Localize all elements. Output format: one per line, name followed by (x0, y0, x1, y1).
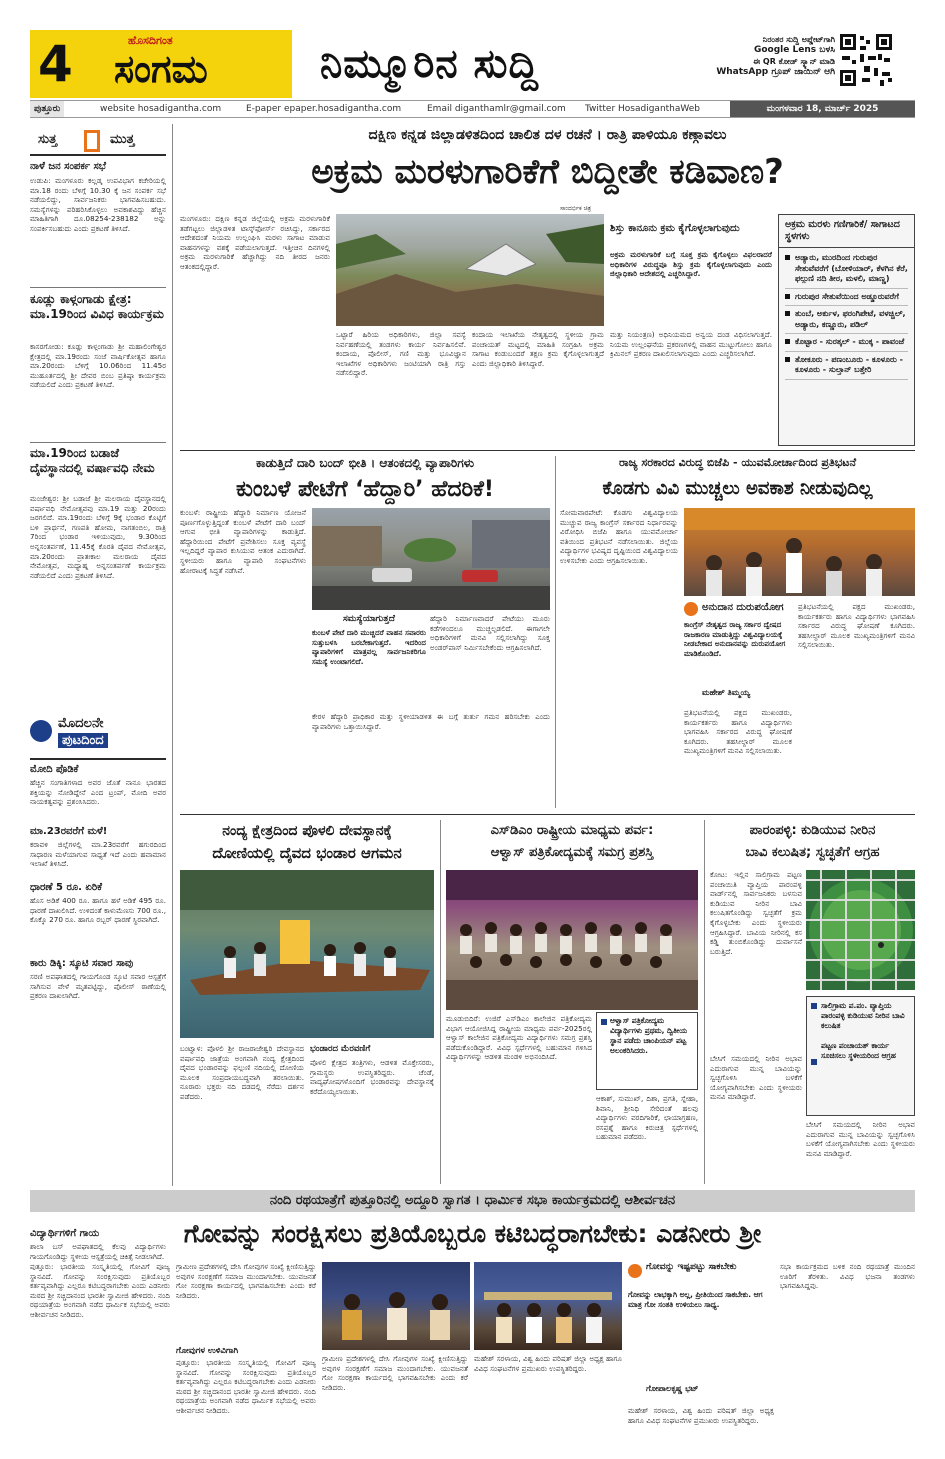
sand-locations-box (778, 214, 915, 446)
divider (180, 814, 915, 815)
kumble-box-body: ಕುಂಬಳೆ ಪೇಟೆ ದಾರಿ ಮುಚ್ಚಿದರೆ ವಾಹನ ಸವಾರರು ಸುತ್ತುಬಳಸಿ ಬರಬೇಕಾಗುತ್ತದೆ. ಇದರಿಂದ ವ್ಯಾಪಾರಿಗಳಿಗೆ ಮಾತ್ರವಲ್ಲ ಸಾರ್ವಜನಿಕರಿಗೂ ಸಮಸ್ಯೆ ಉಂಟಾಗಲಿದೆ. (312, 628, 426, 666)
box-list (779, 248, 914, 382)
edition-city: ಪುತ್ತೂರು (30, 101, 64, 117)
protest-photo (684, 508, 915, 596)
kodagu-headline: ಕೊಡಗು ವಿವಿ ಮುಚ್ಚಲು ಅವಕಾಶ ನೀಡುವುದಿಲ್ಲ (602, 478, 873, 499)
location-item (785, 250, 908, 289)
modalane-putadinda-logo: ಮೊದಲನೇ ಪುಟದಿಂದ (30, 716, 166, 754)
kumble-kicker: ಕಾಡುತ್ತಿದೆ ದಾರಿ ಬಂದ್ ಭೀತಿ । ಆತಂಕದಲ್ಲಿ ವ್ಯಾಪಾರಿಗಳು (255, 456, 475, 470)
location-text: ಅಡ್ಯಾರು, ಮುರದಿಂದ ಗುರುಪುರ ಸೇತುವೆವರೆಗೆ (ಬೋಳಿಯಾರ್, ಕೆಳಗಿನ ಕೆರೆ, ಫಲ್ಗುಣಿ ನದಿ ತೀರ, ಮಳಲಿ, ಮಾಣ್ಣ) (795, 253, 908, 283)
sdm-highlight-box: ಆಳ್ವಾಸ್ ಪತ್ರಿಕೋದ್ಯಮ ವಿದ್ಯಾರ್ಥಿಗಳು ಪ್ರಥಮ, ದ್ವಿತೀಯ ಸ್ಥಾನ ಪಡೆದು ಚಾಂಪಿಯನ್ ಪಟ್ಟ ಅಲಂಕರಿಸಿದರು. (596, 1012, 698, 1090)
page-title: ನಿಮ್ಮೂರಿನ ಸುದ್ದಿ (320, 41, 539, 87)
kumble-body: ಹೆದ್ದಾರಿ ನಿರ್ಮಾಣವಾದರೆ ಪೇಟೆಯು ಮೂರು ಕಡೆಗಳಿಂದಲೂ ಮುಚ್ಚಲ್ಪಡಲಿದೆ. ಈಗಾಗಲೇ ಅಧಿಕಾರಿಗಳಿಗೆ ಮನವಿ ಸಲ್ಲಿಸಲಾಗಿದ್ದು ಸೂಕ್ತ ಅಂಡರ್‌ಪಾಸ್ ನಿರ್ಮಿಸಬೇಕೆಂದು ಆಗ್ರಹಿಸಲಾಗಿದೆ. (430, 614, 550, 652)
bullet-icon (785, 255, 790, 260)
lead-side-headline: ಶಿಸ್ತು ಕಾನೂನು ಕ್ರಮ ಕೈಗೊಳ್ಳಲಾಗುವುದು (610, 223, 740, 234)
website-link[interactable]: website hosadigantha.com (100, 104, 222, 114)
qr-code-icon[interactable] (838, 32, 894, 88)
brief-body: ಕರಾವಳಿ ಜಿಲ್ಲೆಗಳಲ್ಲಿ ಮಾ.23ರವರೆಗೆ ಹಗುರದಿಂದ ಸಾಧಾರಣ ಮಳೆಯಾಗುವ ಸಾಧ್ಯತೆ ಇದೆ ಎಂದು ಹವಾಮಾನ ಇಲಾಖೆ ತಿಳಿಸಿದೆ. (30, 840, 166, 869)
left-column (30, 124, 166, 1261)
twitter-link[interactable]: Twitter HosadiganthaWeb (585, 104, 701, 114)
well-box: ಸಾಲಿಗ್ರಾಮ ಪ.ಪಂ. ವ್ಯಾಪ್ತಿಯ ಪಾರಂಪಳ್ಳಿ ಕುಡಿಯುವ ನೀರಿನ ಬಾವಿ ಕಲುಷಿತ ಪಟ್ಟಣ ಪಂಚಾಯತ್ ಕಾರ್ಯ ಸೂಚಿಸಲು ಸ್ಥಳೀಯರಿಂದ ಆಗ್ರಹ (806, 996, 915, 1116)
bullet-icon (785, 311, 790, 316)
well-headline: ಪಾರಂಪಳ್ಳಿ: ಕುಡಿಯುವ ನೀರಿನ ಬಾವಿ ಕಲುಷಿತ; ಸ್ವಚ್ಛತೆಗೆ ಆಗ್ರಹ (745, 823, 880, 860)
brand-logo-small: ಹೊಸದಿಗಂತ (128, 34, 173, 47)
divider (30, 442, 166, 443)
bullet-icon (785, 357, 790, 362)
kumble-body: ಕೇರಳ ಹೆದ್ದಾರಿ ಪ್ರಾಧಿಕಾರ ಮತ್ತು ಸ್ಥಳೀಯಾಡಳಿತ ಈ ಬಗ್ಗೆ ತುರ್ತು ಗಮನ ಹರಿಸಬೇಕು ಎಂದು ವ್ಯಾಪಾರಿಗಳು ಒತ್ತಾಯಿಸಿದ್ದಾರೆ. (312, 712, 550, 731)
award-group-photo (446, 870, 698, 1010)
divider (30, 154, 166, 156)
goraksha-body: ಸಭಾ ಕಾರ್ಯಕ್ರಮದ ಬಳಿಕ ನಂದಿ ರಥಯಾತ್ರೆ ಮುಂದಿನ ಊರಿಗೆ ತೆರಳಿತು. ವಿವಿಧ ಭಜನಾ ತಂಡಗಳು ಭಾಗವಹಿಸಿದ್ದವು. (780, 1262, 915, 1291)
brief-headline: ಕಾರು ಡಿಕ್ಕಿ: ಸ್ಕೂಟಿ ಸವಾರ ಸಾವು (30, 958, 134, 969)
sdm-body: ಆಕಾಶ್, ಸುಮುಖ್, ದಿಶಾ, ಪ್ರಗತಿ, ಸ್ನೇಹಾ, ಶಿವಾನಿ, ಶ್ರೀನಿಧಿ ಸೇರಿದಂತೆ ಹಲವು ವಿದ್ಯಾರ್ಥಿಗಳು ವರದಿಗಾರಿಕೆ, ಛಾಯಾಗ್ರಹಣ, ರಸಪ್ರಶ್ನೆ ಹಾಗೂ ಕಿರುಚಿತ್ರ ಸ್ಪರ್ಧೆಗಳಲ್ಲಿ ಬಹುಮಾನ ಪಡೆದರು. (596, 1094, 698, 1142)
divider (30, 287, 166, 288)
sand-mining-photo (336, 214, 604, 326)
well-body: ಬೇಸಿಗೆ ಸಮಯದಲ್ಲಿ ನೀರಿನ ಅಭಾವ ಎದುರಾಗುವ ಮುನ್ನ ಬಾವಿಯನ್ನು ಸ್ವಚ್ಛಗೊಳಿಸಿ ಬಳಕೆಗೆ ಯೋಗ್ಯವಾಗಿಸಬೇಕು ಎಂದು ಸ್ಥಳೀಯರು ಮನವಿ ಮಾಡಿದ್ದಾರೆ. (710, 1054, 802, 1102)
well-body: ಕೋಟ: ಇಲ್ಲಿನ ಸಾಲಿಗ್ರಾಮ ಪಟ್ಟಣ ಪಂಚಾಯಿತಿ ವ್ಯಾಪ್ತಿಯ ಪಾರಂಪಳ್ಳಿ ವಾರ್ಡ್‌ನಲ್ಲಿ ಸಾರ್ವಜನಿಕರು ಬಳಸುವ ಕುಡಿಯುವ ನೀರಿನ ಬಾವಿ ಕಲುಷಿತಗೊಂಡಿದ್ದು ಸ್ವಚ್ಛತೆಗೆ ಕ್ರಮ ಕೈಗೊಳ್ಳಬೇಕು ಎಂದು ಸ್ಥಳೀಯರು ಆಗ್ರಹಿಸಿದ್ದಾರೆ. ಬಾವಿಯ ನೀರಿನಲ್ಲಿ ಕಸ ಕಡ್ಡಿ ತುಂಬಿಕೊಂಡಿದ್ದು ದುರ್ವಾಸನೆ ಬರುತ್ತಿದೆ. (710, 870, 802, 956)
river-boat-photo (180, 870, 434, 1038)
brief-body: ಶಾಲಾ ಬಸ್ ಅಪಘಾತದಲ್ಲಿ ಕೆಲವು ವಿದ್ಯಾರ್ಥಿಗಳು ಗಾಯಗೊಂಡಿದ್ದು ಸ್ಥಳೀಯ ಆಸ್ಪತ್ರೆಯಲ್ಲಿ ಚಿಕಿತ್ಸೆ ನೀಡಲಾಗಿದೆ. (30, 1242, 166, 1261)
page-number: 4 (38, 35, 73, 93)
frame-icon (84, 130, 100, 152)
well-body: ಬೇಸಿಗೆ ಸಮಯದಲ್ಲಿ ನೀರಿನ ಅಭಾವ ಎದುರಾಗುವ ಮುನ್ನ ಬಾವಿಯನ್ನು ಸ್ವಚ್ಛಗೊಳಿಸಿ ಬಳಕೆಗೆ ಯೋಗ್ಯವಾಗಿಸಬೇಕು ಎಂದು ಸ್ಥಳೀಯರು ಮನವಿ ಮಾಡಿದ್ದಾರೆ. (806, 1120, 915, 1158)
location-text: ಕೊಟ್ಟಾರ - ಸುರತ್ಕಲ್ - ಮುಕ್ಕ - ಪಾವಂಜೆ (795, 337, 905, 346)
kodagu-body: ಪ್ರತಿಭಟನೆಯಲ್ಲಿ ಪಕ್ಷದ ಮುಖಂಡರು, ಕಾರ್ಯಕರ್ತರು ಹಾಗೂ ವಿದ್ಯಾರ್ಥಿಗಳು ಭಾಗವಹಿಸಿ ಸರ್ಕಾರದ ವಿರುದ್ಧ ಘೋಷಣೆ ಕೂಗಿದರು. ತಹಸೀಲ್ದಾರ್ ಮೂಲಕ ಮುಖ್ಯಮಂತ್ರಿಗಳಿಗೆ ಮನವಿ ಸಲ್ಲಿಸಲಾಯಿತು. (798, 602, 915, 650)
lead-side-body: ಅಕ್ರಮ ಮರಳುಗಾರಿಕೆ ಬಗ್ಗೆ ಸೂಕ್ತ ಕ್ರಮ ಕೈಗೊಳ್ಳಲು ವಿಫಲರಾದರೆ ಅಧಿಕಾರಿಗಳ ವಿರುದ್ಧವೂ ಶಿಸ್ತು ಕ್ರಮ ಕೈಗೊಳ್ಳಲಾಗುವುದು ಎಂದು ಜಿಲ್ಲಾಧಿಕಾರಿ ಆದೇಶದಲ್ಲಿ ಎಚ್ಚರಿಸಿದ್ದಾರೆ. (610, 250, 772, 279)
pencil-icon (30, 720, 52, 742)
lead-headline: ಅಕ್ರಮ ಮರಳುಗಾರಿಕೆಗೆ ಬಿದ್ದೀತೇ ಕಡಿವಾಣ? (311, 152, 784, 192)
boat-body: ಬಂಟ್ವಾಳ: ಪೊಳಲಿ ಶ್ರೀ ರಾಜರಾಜೇಶ್ವರಿ ದೇವಸ್ಥಾನದ ವರ್ಷಾವಧಿ ಜಾತ್ರೆಯ ಅಂಗವಾಗಿ ನಂದ್ಯ ಕ್ಷೇತ್ರದಿಂದ ದೈವದ ಭಂಡಾರವನ್ನು ಫಲ್ಗುಣಿ ನದಿಯಲ್ಲಿ ದೋಣಿಯ ಮೂಲಕ ಸಂಪ್ರದಾಯಬದ್ಧವಾಗಿ ತರಲಾಯಿತು. ನೂರಾರು ಭಕ್ತರು ನದಿ ದಡದಲ್ಲಿ ನೆರೆದು ದರ್ಶನ ಪಡೆದರು. (180, 1044, 304, 1101)
goraksha-quote-box: ಗೋವನ್ನು ಇಷ್ಟಪಟ್ಟು ಸಾಕಬೇಕು ಗೋವನ್ನು ಲಾಭಕ್ಕಾಗಿ ಅಲ್ಲ, ಪ್ರೀತಿಯಿಂದ ಸಾಕಬೇಕು. ಆಗ ಮಾತ್ರ ಗೋ ಸಂತತಿ ಉಳಿಯಲು ಸಾಧ್ಯ. ಗೋಪಾಲಕೃಷ್ಣ ಭಟ್ (628, 1262, 763, 1393)
goraksha-body: ಗ್ರಾಮೀಣ ಪ್ರದೇಶಗಳಲ್ಲಿ ದೇಸಿ ಗೋವುಗಳ ಸಂಖ್ಯೆ ಕ್ಷೀಣಿಸುತ್ತಿದ್ದು ಅವುಗಳ ಸಂರಕ್ಷಣೆಗೆ ಸಮಾಜ ಮುಂದಾಗಬೇಕು. ಯುವಜನತೆ ಗೋ ಸಂರಕ್ಷಣಾ ಕಾರ್ಯದಲ್ಲಿ ಭಾಗವಹಿಸಬೇಕು ಎಂದು ಕರೆ ನೀಡಿದರು. (322, 1354, 468, 1392)
suttamutta-logo: ಸುತ್ತ ಮುತ್ತ (30, 130, 166, 152)
kumble-body: ಕುಂಬಳೆ: ರಾಷ್ಟ್ರೀಯ ಹೆದ್ದಾರಿ ನಿರ್ಮಾಣ ಯೋಜನೆ ಪೂರ್ಣಗೊಳ್ಳುತ್ತಿದ್ದಂತೆ ಕುಂಬಳೆ ಪೇಟೆಗೆ ದಾರಿ ಬಂದ್ ಆಗುವ ಭೀತಿ ವ್ಯಾಪಾರಿಗಳನ್ನು ಕಾಡುತ್ತಿದೆ. ಹೆದ್ದಾರಿಯಿಂದ ಪೇಟೆಗೆ ಪ್ರವೇಶಿಸಲು ಸೂಕ್ತ ವ್ಯವಸ್ಥೆ ಇಲ್ಲದಿದ್ದರೆ ವ್ಯಾಪಾರ ಕುಸಿಯುವ ಆತಂಕ ಎದುರಾಗಿದೆ. ಸ್ಥಳೀಯರು ಹಾಗೂ ವ್ಯಾಪಾರಿ ಸಂಘಟನೆಗಳು ಹೋರಾಟಕ್ಕೆ ಸಿದ್ಧತೆ ನಡೆಸಿವೆ. (180, 508, 306, 575)
column-divider (440, 820, 441, 1184)
info-bar (30, 100, 915, 118)
boat-headline: ನಂದ್ಯ ಕ್ಷೇತ್ರದಿಂದ ಪೊಳಲಿ ದೇವಸ್ಥಾನಕ್ಕೆ ದೋಣಿಯಲ್ಲಿ ದೈವದ ಭಂಡಾರ ಆಗಮನ (212, 823, 402, 862)
goraksha-body: ಪುತ್ತೂರು: ಭಾರತೀಯ ಸಂಸ್ಕೃತಿಯಲ್ಲಿ ಗೋವಿಗೆ ಪೂಜ್ಯ ಸ್ಥಾನವಿದೆ. ಗೋವನ್ನು ಸಂರಕ್ಷಿಸುವುದು ಪ್ರತಿಯೊಬ್ಬರ ಕರ್ತವ್ಯವಾಗಿದ್ದು ಎಲ್ಲರೂ ಕಟಿಬದ್ಧರಾಗಬೇಕು ಎಂದು ಎಡನೀರು ಮಠದ ಶ್ರೀ ಸಚ್ಚಿದಾನಂದ ಭಾರತೀ ಸ್ವಾಮೀಜಿ ಹೇಳಿದರು. ನಂದಿ ರಥಯಾತ್ರೆಯ ಅಂಗವಾಗಿ ನಡೆದ ಧಾರ್ಮಿಕ ಸಭೆಯಲ್ಲಿ ಅವರು ಆಶೀರ್ವಚನ ನೀಡಿದರು. (176, 1358, 316, 1415)
kodagu-body: ಪ್ರತಿಭಟನೆಯಲ್ಲಿ ಪಕ್ಷದ ಮುಖಂಡರು, ಕಾರ್ಯಕರ್ತರು ಹಾಗೂ ವಿದ್ಯಾರ್ಥಿಗಳು ಭಾಗವಹಿಸಿ ಸರ್ಕಾರದ ವಿರುದ್ಧ ಘೋಷಣೆ ಕೂಗಿದರು. ತಹಸೀಲ್ದಾರ್ ಮೂಲಕ ಮುಖ್ಯಮಂತ್ರಿಗಳಿಗೆ ಮನವಿ ಸಲ್ಲಿಸಲಾಯಿತು. (684, 708, 792, 756)
goraksha-subhead: ಗೋವುಗಳ ಉಳಿವಿಗಾಗಿ (176, 1346, 239, 1356)
bullet-icon (785, 294, 790, 299)
lead-body: ಮಂಗಳೂರು: ದಕ್ಷಿಣ ಕನ್ನಡ ಜಿಲ್ಲೆಯಲ್ಲಿ ಅಕ್ರಮ ಮರಳುಗಾರಿಕೆ ತಡೆಗಟ್ಟಲು ಜಿಲ್ಲಾಡಳಿತ ಟಾಸ್ಕ್‌ಫೋರ್ಸ್ ರಚಿಸಿದ್ದು, ಸರ್ಕಾರದ ಆದೇಶದಂತೆ ನಿಯಮ ಉಲ್ಲಂಘಿಸಿ ಮರಳು ಸಾಗಾಟ ಮಾಡುವ ವಾಹನಗಳನ್ನು ವಶಕ್ಕೆ ಪಡೆಯಲಾಗುತ್ತದೆ. ಇತ್ತೀಚಿನ ದಿನಗಳಲ್ಲಿ ಅಕ್ರಮ ಮರಳುಗಾರಿಕೆ ಹೆಚ್ಚಾಗಿದ್ದು ನದಿ ತೀರದ ಜನರು ಆತಂಕದಲ್ಲಿದ್ದಾರೆ. (180, 214, 330, 271)
ceremony-photo-1 (322, 1262, 470, 1350)
location-item (785, 334, 908, 352)
photo-credit: ಸಾಂದರ್ಭಿಕ ಚಿತ್ರ (560, 205, 592, 212)
qr-caption: ನಿರಂತರ ಸುದ್ದಿ ಅಪ್ಡೇಟ್‌ಗಾಗಿ Google Lens ಬಳಸಿ ಈ QR ಕೋಡ್ ಸ್ಕ್ಯಾನ್ ಮಾಡಿ WhatsApp ಗ್ರೂಪ್ ಜಾಯಿನ್ ಆಗಿ (716, 35, 835, 77)
column-divider (172, 124, 173, 1186)
lead-body: ಕಂದಾಯ ಇಲಾಖೆಯ ನೇತೃತ್ವದಲ್ಲಿ ಸ್ಥಳೀಯ ಗ್ರಾಮ ಪಂಚಾಯತ್ ಮಟ್ಟದಲ್ಲಿ ಮಾಹಿತಿ ಸಂಗ್ರಹಿಸಿ ಅಕ್ರಮ ಸಾಗಾಟ ಕಂಡುಬಂದರೆ ತಕ್ಷಣ ಕ್ರಮ ಕೈಗೊಳ್ಳಲಾಗುತ್ತದೆ ಎಂದು ಜಿಲ್ಲಾಧಿಕಾರಿ ತಿಳಿಸಿದ್ದಾರೆ. (472, 330, 604, 368)
ceremony-photo-2 (474, 1262, 622, 1350)
kodagu-quote-box: ಅನುದಾನ ದುರುಪಯೋಗ ಕಾಂಗ್ರೆಸ್ ನೇತೃತ್ವದ ರಾಜ್ಯ ಸರ್ಕಾರ ದ್ವೇಷದ ರಾಜಕಾರಣ ಮಾಡುತ್ತಿದ್ದು ವಿಶ್ವವಿದ್ಯಾಲಯಕ್ಕೆ ನೀಡಬೇಕಾದ ಅನುದಾನವನ್ನು ದುರುಪಯೋಗ ಮಾಡಿಕೊಂಡಿದೆ. ಮಹೇಶ್ ತಿಮ್ಮಯ್ಯ (684, 602, 786, 697)
bullet-icon (811, 1003, 817, 1009)
brief-body: ಮಂಜೇಶ್ವರ: ಶ್ರೀ ಬಡಾಜೆ ಶ್ರೀ ಮಲರಾಯ ದೈವಸ್ಥಾನದಲ್ಲಿ ವರ್ಷಾವಧಿ ನೇಮೋತ್ಸವವು ಮಾ.19 ಮತ್ತು 20ರಂದು ಜರಗಲಿದೆ. ಮಾ.19ರಂದು ಬೆಳಿಗ್ಗೆ 9ಕ್ಕೆ ಭಂಡಾರ ಕೊಟ್ಟಿಗೆ ಬಳಿ ಪ್ರಾರ್ಥನೆ, ಗಣಪತಿ ಹೋಮ, ನಾಗತಂಬಿಲ, ರಾತ್ರಿ 7ರಿಂದ ಭಂಡಾರ ಇಳಿಯುವುದು, 9.30ರಿಂದ ಅನ್ನಸಂತರ್ಪಣೆ, 11.45ಕ್ಕೆ ಕೊರತಿ ದೈವದ ನೇಮೋತ್ಸವ, ಮಾ.20ರಂದು ಪ್ರಾತಃಕಾಲ ಮಲರಾಯ ದೈವದ ನೇಮೋತ್ಸವ, ಮಧ್ಯಾಹ್ನ ಅನ್ನಸಂತರ್ಪಣೆ ಕಾರ್ಯಕ್ರಮ ನಡೆಯಲಿದೆ ಎಂದು ಪ್ರಕಟಣೆ ತಿಳಿಸಿದೆ. (30, 494, 166, 580)
location-text: ತೋಕೂರು - ಪಣಂಬೂರು - ಕೂಳೂರು - ಕೂಳೂರು - ಸುಲ್ತಾನ್ ಬತ್ತೇರಿ (795, 354, 903, 374)
box-title: ಅಕ್ರಮ ಮರಳು ಗಣಿಗಾರಿಕೆ/ ಸಾಗಾಟದ ಸ್ಥಳಗಳು (779, 215, 914, 248)
brief-headline: ಮೋದಿ ಪೊಡಿಕೆ (30, 764, 79, 775)
brief-headline: ಕೂಡ್ಲು ಕಾಳ್ಗಂಗಾಡು ಕ್ಷೇತ್ರ: ಮಾ.19ರಿಂದ ವಿವಿಧ ಕಾರ್ಯಕ್ರಮ (30, 292, 164, 321)
goraksha-body: ಮಹೇಶ್ ಸರಳಾಯ, ವಿಶ್ವ ಹಿಂದು ಪರಿಷತ್ ಜಿಲ್ಲಾ ಅಧ್ಯಕ್ಷ ಹಾಗೂ ವಿವಿಧ ಸಂಘಟನೆಗಳ ಪ್ರಮುಖರು ಉಪಸ್ಥಿತರಿದ್ದರು. (628, 1406, 774, 1425)
bullet-icon (785, 339, 790, 344)
brief-headline: ಧಾರಣೆ 5 ರೂ. ಏರಿಕೆ (30, 882, 103, 893)
brief-body: ಉಡುಪಿ: ಮಂಗಳೂರು ಕಲ್ಲಡ್ಕ ಉಪವಿಭಾಗ ಕಚೇರಿಯಲ್ಲಿ ಮಾ.18 ರಂದು ಬೆಳಿಗ್ಗೆ 10.30 ಕ್ಕೆ ಜನ ಸಂಪರ್ಕ ಸಭೆ ನಡೆಯಲಿದ್ದು, ಸಾರ್ವಜನಿಕರು ಭಾಗವಹಿಸಬಹುದು. ಸಮಸ್ಯೆಗಳನ್ನು ಪರಿಹರಿಸಿಕೊಳ್ಳಲು ಅವಕಾಶವಿದ್ದು ಹೆಚ್ಚಿನ ಮಾಹಿತಿಗಾಗಿ ದೂ.08254-238182 ಅನ್ನು ಸಂಪರ್ಕಿಸಬಹುದು ಎಂದು ಪ್ರಕಟಣೆ ತಿಳಿಸಿದೆ. (30, 176, 166, 233)
bullet-icon (811, 1059, 817, 1065)
column-divider (704, 820, 705, 1184)
goraksha-body: ಗ್ರಾಮೀಣ ಪ್ರದೇಶಗಳಲ್ಲಿ ದೇಸಿ ಗೋವುಗಳ ಸಂಖ್ಯೆ ಕ್ಷೀಣಿಸುತ್ತಿದ್ದು ಅವುಗಳ ಸಂರಕ್ಷಣೆಗೆ ಸಮಾಜ ಮುಂದಾಗಬೇಕು. ಯುವಜನತೆ ಗೋ ಸಂರಕ್ಷಣಾ ಕಾರ್ಯದಲ್ಲಿ ಭಾಗವಹಿಸಬೇಕು ಎಂದು ಕರೆ ನೀಡಿದರು. (176, 1262, 316, 1300)
sdm-headline: ಎಸ್‌ಡಿಎಂ ರಾಷ್ಟ್ರೀಯ ಮಾಧ್ಯಮ ಪರ್ವ: ಆಳ್ವಾಸ್ ಪತ್ರಿಕೋದ್ಯಮಕ್ಕೆ ಸಮಗ್ರ ಪ್ರಶಸ್ತಿ (490, 823, 654, 860)
boat-body: ಪೊಳಲಿ ಕ್ಷೇತ್ರದ ತಂತ್ರಿಗಳು, ಆಡಳಿತ ಮೊಕ್ತೇಸರರು, ಗ್ರಾಮಸ್ಥರು ಉಪಸ್ಥಿತರಿದ್ದರು. ಚೆಂಡೆ, ವಾದ್ಯಘೋಷಗಳೊಂದಿಗೆ ಭಂಡಾರವನ್ನು ದೇವಸ್ಥಾನಕ್ಕೆ ಕರೆದೊಯ್ಯಲಾಯಿತು. (310, 1058, 434, 1096)
email-link[interactable]: Email diganthamlr@gmail.com (427, 104, 566, 114)
well-photo (806, 870, 915, 990)
section-name: ಸಂಗಮ (114, 47, 208, 91)
brief-headline: ಮಾ.23ರವರೆಗೆ ಮಳೆ! (30, 826, 108, 837)
lead-body: ಮತ್ತು ನಿಯಂತ್ರಣ) ಅಧಿನಿಯಮದ ಅನ್ವಯ ದಂಡ ವಿಧಿಸಲಾಗುತ್ತದೆ. ನಿಯಮ ಉಲ್ಲಂಘನೆಯ ಪ್ರಕರಣಗಳಲ್ಲಿ ವಾಹನ ಮುಟ್ಟುಗೋಲು ಹಾಗೂ ಕ್ರಿಮಿನಲ್ ಪ್ರಕರಣ ದಾಖಲಿಸಲಾಗುವುದು ಎಂದು ಎಚ್ಚರಿಸಲಾಗಿದೆ. (610, 330, 772, 359)
brief-headline: ಮಾ.19ರಿಂದ ಬಡಾಜೆ ದೈವಸ್ಥಾನದಲ್ಲಿ ವರ್ಷಾವಧಿ ನೇಮ (30, 446, 155, 475)
brief-body: ಹೆಚ್ಚಿನ ಸಂಗಾತಿಗಳಾದ ಅವರ ಜೊತೆ ನಾನೂ ಭಾರತದ ಶಕ್ತಿಯನ್ನು ನೋಡಿದ್ದೇನೆ ಎಂದ ಟ್ರಂಪ್, ಮೋದಿ ಅವರ ನಾಯಕತ್ವವನ್ನು ಪ್ರಶಂಸಿಸಿದರು. (30, 778, 166, 807)
masthead (30, 30, 915, 98)
brief-body: ಕಾಸರಗೋಡು: ಕೂಡ್ಲು ಕಾಳ್ಗಂಗಾಡು ಶ್ರೀ ಮಹಾಲಿಂಗೇಶ್ವರ ಕ್ಷೇತ್ರದಲ್ಲಿ ಮಾ.19ರಂದು ಸಂಜೆ ವಾರ್ಷಿಕೋತ್ಸವ ಹಾಗೂ ಮಾ.20ರಂದು ಬೆಳಿಗ್ಗೆ 10.06ರಿಂದ 11.45ರ ಮುಹೂರ್ತದಲ್ಲಿ ಶ್ರೀ ದೇವರ ಬಿಂಬ ಪ್ರತಿಷ್ಠಾ ಕಾರ್ಯಕ್ರಮ ನಡೆಯಲಿದೆ ಎಂದು ಪ್ರಕಟಣೆ ತಿಳಿಸಿದೆ. (30, 342, 166, 390)
kodagu-kicker: ರಾಜ್ಯ ಸರಕಾರದ ವಿರುದ್ಧ ಬಿಜೆಪಿ - ಯುವಮೋರ್ಚಾದಿಂದ ಪ್ರತಿಭಟನೆ (618, 456, 857, 469)
brief-headline: ನಾಳೆ ಜನ ಸಂಪರ್ಕ ಸಭೆ (30, 161, 107, 172)
divider (30, 758, 166, 760)
kumble-town-photo (312, 508, 550, 610)
sdm-body: ಮೂಡುಬಿದಿರೆ: ಉಜಿರೆ ಎಸ್‌ಡಿಎಂ ಕಾಲೇಜಿನ ಪತ್ರಿಕೋದ್ಯಮ ವಿಭಾಗ ಆಯೋಜಿಸಿದ್ದ ರಾಷ್ಟ್ರೀಯ ಮಾಧ್ಯಮ ಪರ್ವ-2025ರಲ್ಲಿ ಆಳ್ವಾಸ್ ಕಾಲೇಜಿನ ಪತ್ರಿಕೋದ್ಯಮ ವಿದ್ಯಾರ್ಥಿಗಳು ಸಮಗ್ರ ಪ್ರಶಸ್ತಿ ಪಡೆದುಕೊಂಡಿದ್ದಾರೆ. ವಿವಿಧ ಸ್ಪರ್ಧೆಗಳಲ್ಲಿ ಬಹುಮಾನ ಗಳಿಸಿದ ವಿದ್ಯಾರ್ಥಿಗಳನ್ನು ಆಡಳಿತ ಮಂಡಳಿ ಅಭಿನಂದಿಸಿದೆ. (446, 1014, 592, 1062)
location-text: ಗುರುಪುರ ಸೇತುವೆಯಿಂದ ಅಡ್ಡೂರುವರೆಗೆ (795, 291, 899, 301)
brief-body: ಸರಣಿ ಅಪಘಾತದಲ್ಲಿ ಗಾಯಗೊಂಡ ಸ್ಕೂಟಿ ಸವಾರ ಆಸ್ಪತ್ರೆಗೆ ಸಾಗಿಸುವ ವೇಳೆ ಮೃತಪಟ್ಟಿದ್ದು, ಪೊಲೀಸ್ ಠಾಣೆಯಲ್ಲಿ ಪ್ರಕರಣ ದಾಖಲಾಗಿದೆ. (30, 972, 166, 1001)
goraksha-body: ಮಹೇಶ್ ಸರಳಾಯ, ವಿಶ್ವ ಹಿಂದು ಪರಿಷತ್ ಜಿಲ್ಲಾ ಅಧ್ಯಕ್ಷ ಹಾಗೂ ವಿವಿಧ ಸಂಘಟನೆಗಳ ಪ್ರಮುಖರು ಉಪಸ್ಥಿತರಿದ್ದರು. (474, 1354, 622, 1373)
location-item (785, 289, 908, 307)
brief-headline: ವಿದ್ಯಾರ್ಥಿಗಳಿಗೆ ಗಾಯ (30, 1228, 100, 1239)
bullet-icon (601, 1019, 607, 1025)
epaper-link[interactable]: E-paper epaper.hosadigantha.com (246, 104, 402, 114)
quote-marker-icon (684, 602, 698, 616)
kumble-headline: ಕುಂಬಳೆ ಪೇಟೆಗೆ ‘ಹೆದ್ದಾರಿ’ ಹೆದರಿಕೆ! (236, 477, 494, 502)
edition-date: ಮಂಗಳವಾರ 18, ಮಾರ್ಚ್ 2025 (730, 101, 915, 117)
kodagu-body: ಸೋಮವಾರಪೇಟೆ: ಕೊಡಗು ವಿಶ್ವವಿದ್ಯಾಲಯ ಮುಚ್ಚುವ ರಾಜ್ಯ ಕಾಂಗ್ರೆಸ್ ಸರ್ಕಾರದ ನಿರ್ಧಾರವನ್ನು ವಿರೋಧಿಸಿ ಬಿಜೆಪಿ ಹಾಗೂ ಯುವಮೋರ್ಚಾ ವತಿಯಿಂದ ಪ್ರತಿಭಟನೆ ನಡೆಸಲಾಯಿತು. ಜಿಲ್ಲೆಯ ವಿದ್ಯಾರ್ಥಿಗಳ ಭವಿಷ್ಯದ ದೃಷ್ಟಿಯಿಂದ ವಿಶ್ವವಿದ್ಯಾಲಯ ಉಳಿಸಬೇಕು ಎಂದು ಆಗ್ರಹಿಸಲಾಯಿತು. (560, 508, 678, 565)
kumble-subhead: ಸಮಸ್ಯೆಯಾಗುತ್ತದೆ (343, 614, 395, 624)
location-item (785, 306, 908, 334)
location-item (785, 352, 908, 380)
location-text: ತುಂಬೆ, ಅರ್ಕುಳ, ಫರಂಗಿಪೇಟೆ, ವಳಚ್ಚಿಲ್, ಅಡ್ಯಾರು, ಕಣ್ಣೂರು, ಪಡಿಲ್ (795, 309, 906, 329)
lead-body: ಒಟ್ಟಾರೆ ಹಿರಿಯ ಅಧಿಕಾರಿಗಳು, ಜಿಲ್ಲಾ ಸವಸ್ಯೆ ನಿರ್ವಹಣೆಯಲ್ಲಿ ತಂಡಗಳು ಕಾರ್ಯ ನಿರ್ವಹಿಸಲಿವೆ. ಕಂದಾಯ, ಪೊಲೀಸ್, ಗಣಿ ಮತ್ತು ಭೂವಿಜ್ಞಾನ ಇಲಾಖೆಗಳ ಅಧಿಕಾರಿಗಳು ಜಂಟಿಯಾಗಿ ರಾತ್ರಿ ಗಸ್ತು ನಡೆಸಲಿದ್ದಾರೆ. (336, 330, 466, 378)
lead-kicker: ದಕ್ಷಿಣ ಕನ್ನಡ ಜಿಲ್ಲಾಡಳಿತದಿಂದ ಚಾಲಿತ ದಳ ರಚನೆ । ರಾತ್ರಿ ಪಾಳಿಯೂ ಕಣ್ಗಾವಲು (368, 127, 727, 143)
goraksha-body: ಪುತ್ತೂರು: ಭಾರತೀಯ ಸಂಸ್ಕೃತಿಯಲ್ಲಿ ಗೋವಿಗೆ ಪೂಜ್ಯ ಸ್ಥಾನವಿದೆ. ಗೋವನ್ನು ಸಂರಕ್ಷಿಸುವುದು ಪ್ರತಿಯೊಬ್ಬರ ಕರ್ತವ್ಯವಾಗಿದ್ದು ಎಲ್ಲರೂ ಕಟಿಬದ್ಧರಾಗಬೇಕು ಎಂದು ಎಡನೀರು ಮಠದ ಶ್ರೀ ಸಚ್ಚಿದಾನಂದ ಭಾರತೀ ಸ್ವಾಮೀಜಿ ಹೇಳಿದರು. ನಂದಿ ರಥಯಾತ್ರೆಯ ಅಂಗವಾಗಿ ನಡೆದ ಧಾರ್ಮಿಕ ಸಭೆಯಲ್ಲಿ ಅವರು ಆಶೀರ್ವಚನ ನೀಡಿದರು. (30, 1262, 170, 1319)
quote-marker-icon (628, 1264, 642, 1278)
column-divider (555, 456, 556, 808)
goraksha-kicker: ನಂದಿ ರಥಯಾತ್ರೆಗೆ ಪುತ್ತೂರಿನಲ್ಲಿ ಅದ್ದೂರಿ ಸ್ವಾಗತ । ಧಾರ್ಮಿಕ ಸಭಾ ಕಾರ್ಯಕ್ರಮದಲ್ಲಿ ಆಶೀರ್ವಚನ (269, 1193, 676, 1208)
boat-subhead: ಭಂಡಾರದ ಮೆರವಣಿಗೆ (310, 1044, 371, 1054)
goraksha-headline: ಗೋವನ್ನು ಸಂರಕ್ಷಿಸಲು ಪ್ರತಿಯೊಬ್ಬರೂ ಕಟಿಬದ್ಧರಾಗಬೇಕು: ಎಡನೀರು ಶ್ರೀ (183, 1219, 762, 1248)
brief-body: ಹೊಸ ಅಡಿಕೆ 400 ರೂ. ಹಾಗೂ ಹಳೆ ಅಡಿಕೆ 495 ರೂ. ಧಾರಣೆ ದಾಖಲಿಸಿದೆ. ಉಳಿದಂತೆ ಕಾಳುಮೆಣಸು 700 ರೂ., ಕೊಕ್ಕೊ 270 ರೂ. ಹಾಗೂ ರಬ್ಬರ್ ಧಾರಣೆ ಸ್ಥಿರವಾಗಿದೆ. (30, 896, 166, 925)
divider (180, 450, 915, 451)
